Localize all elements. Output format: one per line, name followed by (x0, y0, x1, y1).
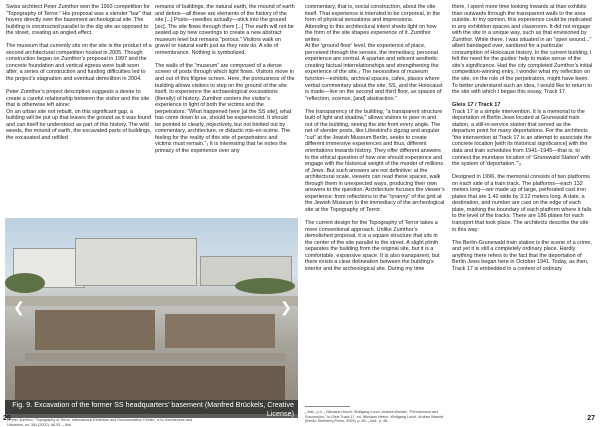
excavation-photo (5, 218, 298, 414)
figure-caption: Fig. 9. Excavation of the former SS headquarters’ basement (Manfred Brückels, Creative License) (12, 400, 294, 418)
paragraph: The museum that currently sits on the site is the product of a second architectural competition hosted in 2005. Though construction began on Zumthor’s proposal in 1997 and the concrete foundation and vertical egress were built soon after, a series of construction and funding difficulties led to the project’s stagnation and eventual demolition in 2004. (6, 43, 152, 82)
right-text-column (452, 4, 594, 279)
paragraph: Attending to this architectural intent sheds light on how the form of the site shapes experience of it. Zumthor writes: (305, 23, 437, 43)
page-number-left: 26 (3, 415, 11, 422)
paragraph: commentary, that is, social construction, about the site itself. That experience is intended to be corporeal, in the form of physical sensations and impressions. (305, 4, 441, 24)
chevron-right-icon[interactable]: ❯ (280, 299, 292, 315)
paragraph: Track 17 is a simple intervention. It is a memorial to the deportation of Berlin Jews located at Grunewald train station, a still-in-service station that served as the departure point for many deportations. For the architects “the intervention at Track 17 is an attempt to associate the concrete location [with its historical significance] with the data and train schedules from 1941–1945—that is, to connect the mundane location of ‘Grunewald Station’ with the system of ‘deportation.’”₃ (452, 108, 592, 168)
middle-text-column (155, 4, 295, 161)
paragraph: Designed in 1996, the memorial consists of two platforms on each side of a train track. The platforms—each 132 meters long—are made up of large, perforated cast iron plates that are 1.42 wide by 3.12 meters long. A date, a destination, and number are cast on the edge of each plate, marking the boundary of each platform where it falls to the level of the tracks. There are 186 plates for each transport that took place. The architects describe the site in this way: (452, 174, 592, 233)
paragraph: Swiss architect Peter Zumthor won the 1993 competition for “Topography of Terror.” His proposal was a slender “bar” that hovers directly over the basement archeological site. The building is constructed parallel to the dig site as opposed to the street, creating an angled effect. (6, 4, 152, 37)
chevron-left-icon[interactable]: ❮ (13, 299, 25, 315)
paragraph: The walls of the “museum” are composed of a dense screen of posts through which light flows. Visitors move in and out of this filigree screen. Here, the porousness of the building allows visitors to step on the ground of the site itself, to experience the archaeological excavations (literally) of history. Zumthor centers the visitor’s experience in light of both the victims and the perpetrators: “What happened here [at the SS site], what has come down to us, should be experienced. It should be pointed to clearly, objectively, but not blotted out by commentary, architecture, or didactic mis-en-scène. The feeling for the reality of this site of perpetrators and victims must remain.”₁ It is interesting that he notes the primacy of the experience over any (155, 62, 295, 154)
footnotes-right: ₃ Ibid., p.4. ₄ Nikolaus Hirsch, Wolfgang Lorch, Andrea Wandel, “Permanence and Succession,” in Gleis Track 17, ed. Nikolaus Hirsch, Wolfgang Lorch, Andrea Wandel (Berlin: Steinberg Press, 2009), p. 85. ₅ Ibid., p. 86. (305, 410, 444, 423)
paragraph: The current design for the Topography of Terror takes a more conventional approach. Unlike Zumthor’s demolished proposal, it is a square structure that sits in the center of the site parallel to the street. A slight plinth separates the building from the original site, but it is a comfortable, expansive space. It is also transparent, but there exists a clear delineation between the building’s interior and the archeological site. During my time (305, 219, 440, 272)
page-number-right: 27 (587, 415, 595, 422)
block-quote: On an urban site not rebuilt, on this significant gap, a building will be put up that leaves the ground as it was found and can itself be understood as part of this history. The wild weeds, the mound of earth, the excavated parts of buildings, the excavated and refilled (6, 108, 152, 141)
block-quote: The Berlin-Grunewald train station is the scene of a crime, and yet it is still a completely ordinary place. Hardly anything there refers to the fact that the deportation of Berlin Jews began here in October 1941. Today, as then, Track 17 is embedded in a context of ordinary (452, 239, 592, 272)
footnotes-left: ₁ Peter Zumthor, “Topography of Terror, International Exhibition and Documentation Center,” a+u: Architecture and Urbanism, no. 384 (2002): 88-93. ₂ Ibid. (7, 418, 193, 427)
footnote-divider (305, 406, 350, 407)
figure-caption-bar (5, 400, 298, 418)
section-heading: Gleis 17 / Track 17 (452, 102, 501, 109)
left-text-column (6, 4, 152, 148)
paragraph: Peter Zumthor’s project description suggests a desire to create a careful relationship between the visitor and the site that is otherwise left alone: (6, 89, 150, 109)
third-text-column (305, 4, 445, 279)
paragraph: there, I spent more time looking inwards at than exhibits than outwards through the transparent walls to the area outside. In my opinion, this experience could be replicated in any exhibition spaces and classroom. It did not engage with the site in a unique way, such as that envisioned by Zumthor. While there, I was situated in an “open wound...” albeit bandaged over, sanitized for a particular consumption of Holocaust history. In the current building, I felt the need for the guides’ help to make sense of the site’s significance. Had the city completed Zumthor’s initial competition-winning entry, I wonder what my reflection on the site, on the role of the perpetrators, might have been. To better understand such an idea, I would like to return to the site with which I began this essay, Track 17. (452, 4, 593, 96)
block-quote: At the ‘ground floor’ level, the experience of place, perceived through the senses, the immediacy, personal experience are central. A spartan and reticent aesthetic creating factual interrelationships and strengthening the experience of the site.₂ The necessities of museum function—exhibits, archival spaces, cafes, places where verbal commentary about the site, SS, and the Holocaust is made—live on the second and third floor, as spaces of “reflection, science, [and] abstraction.” (305, 43, 443, 102)
paragraph: The transparency of the building, “a transparent structure built of light and shadow,” allows visitors to peer in and out of the building, seeing the site from every angle. The net of slender posts, like Libeskind’s zigzag and angular “cut” at the Jewish Museum Berlin, seeks to create different immersive experiences and thus, different orientations towards history. They offer different answers to the ethical question of how one should experience and engage with the historical weight of the murder of millions of Jews. But such answers are not definitive: at the architectural scale, viewers can read these spaces, walk through them in unexpected ways, producing their own answers to the question. Architecture focuses the viewer’s experience: from reflections to the “tyranny” of the grid at the Jewish Museum to the immediacy of the archeological site at the Topography of Terror. (305, 108, 445, 213)
block-quote: remains of buildings, the natural earth, the mound of earth and debris—all these are elements of the history of the site [...] Posts—needles actually—stick into the ground [sic]. The site flows through them [...] The earth will not be sealed up by new coverings to create a new abstract museum level but remains “porous.” Visitors walk on gravel or natural earth just as they now do. A site of remembrance. Nothing is symbolized. (155, 4, 295, 56)
